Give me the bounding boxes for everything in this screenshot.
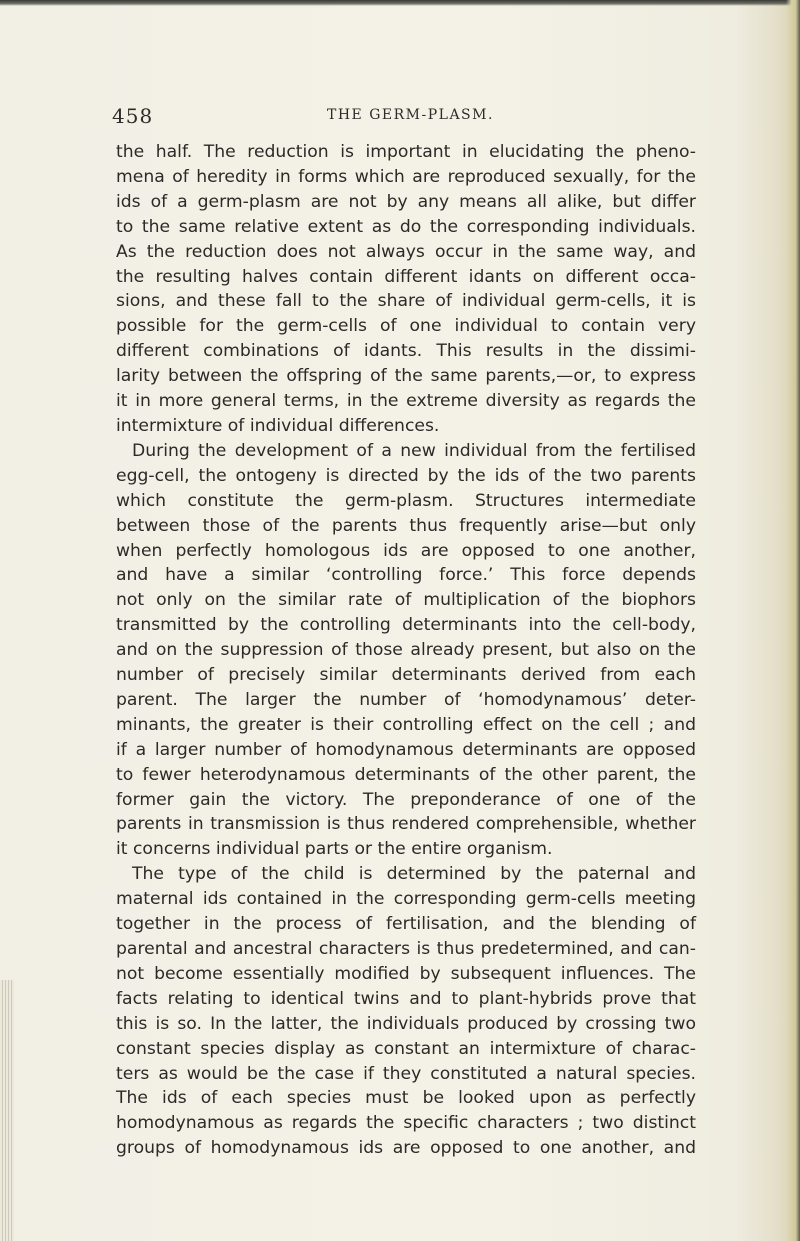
text-line: transmitted by the controlling determinants into the cell-body,	[116, 615, 696, 636]
text-line: mena of heredity in forms which are reproduced sexually, for the	[116, 166, 696, 187]
text-line: As the reduction does not always occur in the same way, and	[116, 241, 696, 262]
text-line: not become essentially modified by subsequent influences. The	[116, 963, 696, 984]
page-number: 458	[112, 104, 154, 128]
text-line: between those of the parents thus frequently arise—but only	[116, 515, 696, 536]
body-text	[116, 140, 696, 1161]
text-line: parents in transmission is thus rendered comprehensible, whether	[116, 814, 696, 835]
text-line: ters as would be the case if they constituted a natural species.	[116, 1063, 696, 1084]
text-line: to fewer heterodynamous determinants of the other parent, the	[116, 764, 696, 785]
text-line: different combinations of idants. This results in the dissimi-	[116, 341, 696, 362]
text-line: not only on the similar rate of multiplication of the biophors	[116, 590, 696, 611]
text-line: During the development of a new individual from the fertilised	[132, 440, 696, 461]
text-line: minants, the greater is their controlling effect on the cell ; and	[116, 714, 696, 735]
text-line: and on the suppression of those already present, but also on the	[116, 640, 696, 661]
text-line: sions, and these fall to the share of individual germ-cells, it is	[116, 291, 696, 312]
text-line: homodynamous as regards the specific characters ; two distinct	[116, 1113, 696, 1134]
text-line: The type of the child is determined by the paternal and	[132, 864, 696, 885]
text-line: together in the process of fertilisation, and the blending of	[116, 914, 696, 935]
text-line: if a larger number of homodynamous determinants are opposed	[116, 739, 696, 760]
running-title: THE GERM-PLASM.	[327, 107, 494, 123]
text-line: the half. The reduction is important in elucidating the pheno-	[116, 142, 696, 162]
text-line: the resulting halves contain different idants on different occa-	[116, 266, 696, 287]
text-line: parental and ancestral characters is thus predetermined, and can-	[116, 939, 696, 959]
text-line: possible for the germ-cells of one individual to contain very	[116, 316, 696, 337]
text-line: when perfectly homologous ids are opposed to one another,	[116, 540, 696, 561]
text-line: The ids of each species must be looked upon as perfectly	[116, 1088, 696, 1109]
text-line: parent. The larger the number of ‘homodynamous’ deter-	[116, 689, 696, 710]
text-line: facts relating to identical twins and to plant-hybrids prove that	[116, 988, 696, 1009]
text-line: and have a similar ‘controlling force.’ This force depends	[116, 565, 696, 586]
text-line: it concerns individual parts or the entire organism.	[116, 839, 553, 860]
text-line: constant species display as constant an intermixture of charac-	[116, 1038, 696, 1059]
text-line: maternal ids contained in the corresponding germ-cells meeting	[116, 889, 696, 910]
text-line: former gain the victory. The preponderance of one of the	[116, 789, 696, 810]
page-stack-edge	[0, 980, 14, 1241]
text-line: number of precisely similar determinants derived from each	[116, 665, 696, 686]
top-edge-shadow	[0, 0, 800, 6]
text-line: groups of homodynamous ids are opposed to one another, and	[116, 1138, 696, 1159]
page-header	[112, 104, 702, 130]
text-line: it in more general terms, in the extreme diversity as regards the	[116, 391, 696, 412]
text-line: this is so. In the latter, the individuals produced by crossing two	[116, 1013, 696, 1034]
text-line: egg-cell, the ontogeny is directed by the ids of the two parents	[116, 465, 696, 486]
text-line: which constitute the germ-plasm. Structures intermediate	[116, 490, 696, 511]
text-line: to the same relative extent as do the corresponding individuals.	[116, 216, 696, 237]
page-gutter-edge	[786, 0, 800, 1241]
text-line: larity between the offspring of the same parents,—or, to express	[116, 366, 696, 387]
text-line: ids of a germ-plasm are not by any means all alike, but differ	[116, 191, 696, 212]
text-line: intermixture of individual differences.	[116, 415, 440, 436]
